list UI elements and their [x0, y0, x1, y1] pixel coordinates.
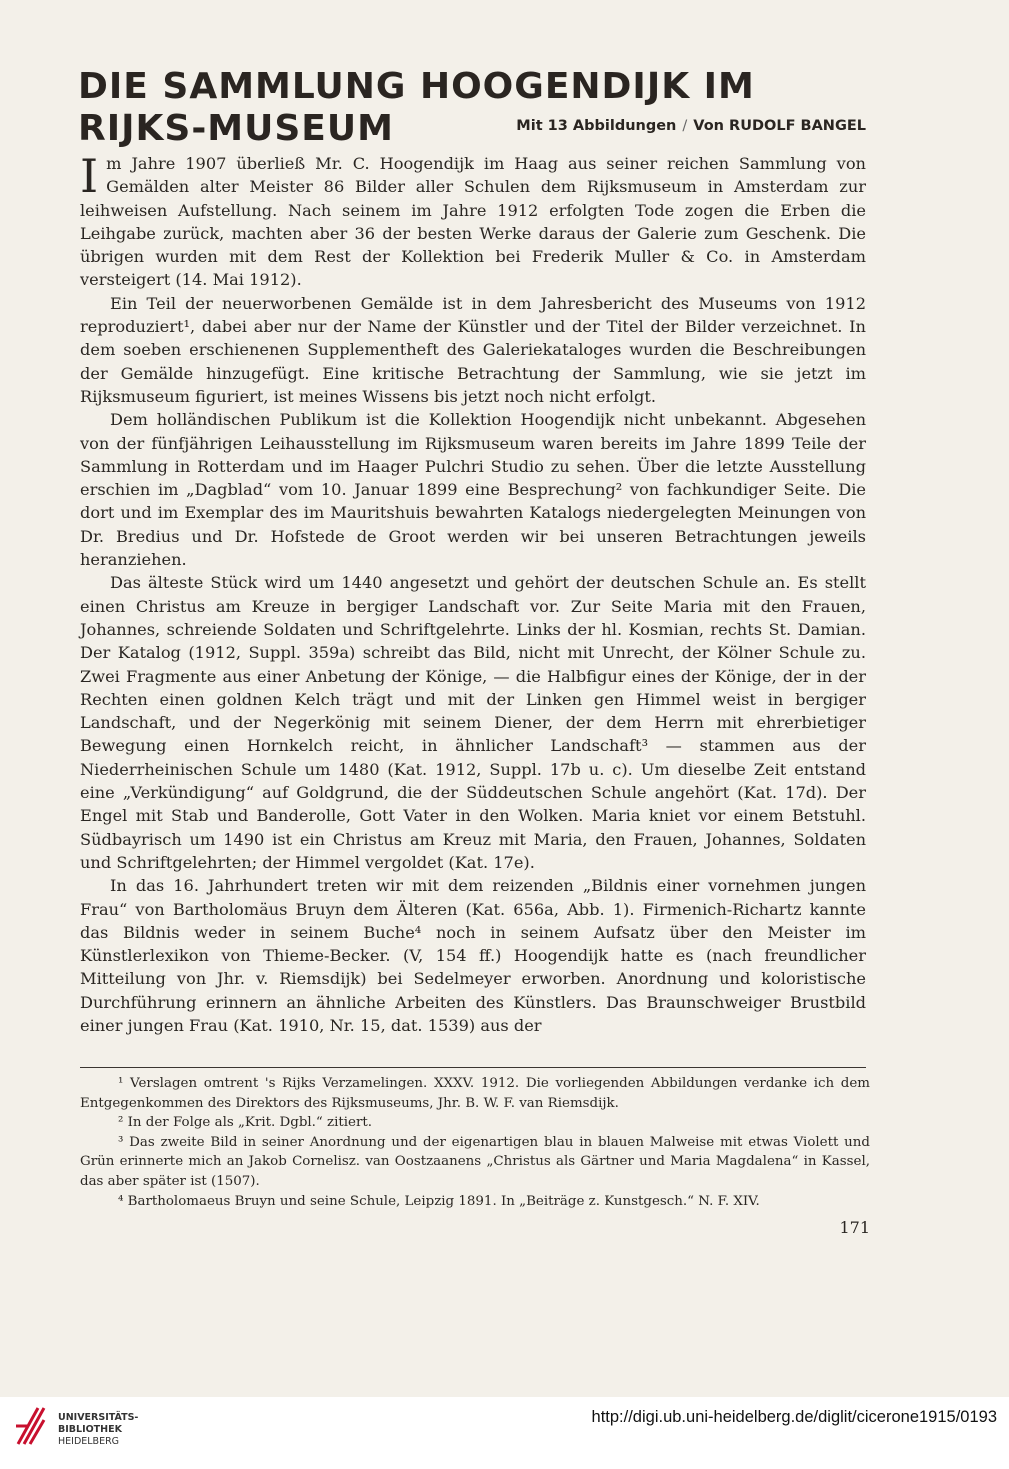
- footnote: ³ Das zweite Bild in seiner Anordnung und der eigenartigen blau in blauen Malweise mit etwas Violett und Grün erinnerte mich an Jakob Cornelisz. van Oostzaanens „Christus als Gärtner und Maria Magdalena“ in Kassel, das aber später ist (1507).: [80, 1134, 870, 1189]
- library-name-line: UNIVERSITÄTS-: [58, 1412, 139, 1423]
- body-paragraph: In das 16. Jahrhundert treten wir mit dem reizenden „Bildnis einer vornehmen jungen Frau“ von Bartholomäus Bruyn dem Älteren (Kat. 656a, Abb. 1). Firmenich-Richartz kannte das Bildnis weder in seinem Buche⁴ noch in seinem Aufsatz über den Meister im Künstlerlexikon von Thieme-Becker. (V, 154 ff.) Hoogendijk hatte es (nach freundlicher Mitteilung von Jhr. v. Riemsdijk) bei Sedelmeyer erworben. Anordnung und koloristische Durchführung erinnern an ähnliche Arbeiten des Künstlers. Das Braunschweiger Brustbild einer jungen Frau (Kat. 1910, Nr. 15, dat. 1539) aus der: [80, 876, 866, 1035]
- drop-cap: I: [80, 149, 99, 203]
- footnote: ¹ Verslagen omtrent 's Rijks Verzamelingen. XXXV. 1912. Die vorliegenden Abbildungen verdanke ich dem Entgegenkommen des Direktors des Rijksmuseums, Jhr. B. W. F. van Riemsdijk.: [80, 1076, 870, 1111]
- body-paragraph: Das älteste Stück wird um 1440 angesetzt und gehört der deutschen Schule an. Es stellt einen Christus am Kreuze in bergiger Landschaft vor. Zur Seite Maria mit den Frauen, Johannes, schreiende Soldaten und Schriftgelehrte. Links der hl. Kosmian, rechts St. Damian. Der Katalog (1912, Suppl. 359a) schreibt das Bild, nicht mit Unrecht, der Kölner Schule zu. Zwei Fragmente aus einer Anbetung der Könige, — die Halbfigur eines der Könige, der in der Rechten einen goldnen Kelch trägt und mit der Linken gen Himmel weist in bergiger Landschaft, und der Negerkönig mit seinem Diener, der dem Herrn mit ehrerbietiger Bewegung einen Hornkelch reicht, in ähnlicher Landschaft³ — stammen aus der Niederrheinischen Schule um 1480 (Kat. 1912, Suppl. 17b u. c). Um dieselbe Zeit entstand eine „Verkündigung“ auf Goldgrund, die der Süddeutschen Schule angehört (Kat. 17d). Der Engel mit Stab und Banderolle, Gott Vater in den Wolken. Maria kniet vor einem Betstuhl. Südbayrisch um 1490 ist ein Christus am Kreuz mit Maria, den Frauen, Johannes, Soldaten und Schriftgelehrten; der Himmel vergoldet (Kat. 17e).: [80, 573, 866, 872]
- footnote: ⁴ Bartholomaeus Bruyn und seine Schule, Leipzig 1891. In „Beiträge z. Kunstgesch.“ N. F. XIV.: [118, 1193, 760, 1209]
- article-byline: [436, 118, 866, 134]
- footnote-divider: [80, 1067, 866, 1068]
- body-paragraph: [80, 149, 866, 292]
- body-paragraph: Ein Teil der neuerworbenen Gemälde ist in dem Jahresbericht des Museums von 1912 reproduziert¹, dabei aber nur der Name der Künstler und der Titel der Bilder verzeichnet. In dem soeben erschienenen Supplementheft des Galeriekataloges wurden die Beschreibungen der Gemälde hinzugefügt. Eine kritische Betrachtung der Sammlung, wie sie jetzt im Rijksmuseum figuriert, ist meines Wissens bis jetzt noch nicht erfolgt.: [80, 293, 866, 406]
- paragraph-text: m Jahre 1907 überließ Mr. C. Hoogendijk im Haag aus seiner reichen Sammlung von Gemälden alter Meister 86 Bilder aller Schulen dem Rijksmuseum in Amsterdam zur leihweisen Aufstellung. Nach seinem im Jahre 1912 erfolgten Tode zogen die Erben die Leihgabe zurück, machten aber 36 der besten Werke daraus der Galerie zum Geschenk. Die übrigen wurden mit dem Rest der Kollektion bei Frederik Muller & Co. in Amsterdam versteigert (14. Mai 1912).: [80, 154, 866, 290]
- page-number: 171: [839, 1218, 870, 1237]
- body-paragraph: Dem holländischen Publikum ist die Kollektion Hoogendijk nicht unbekannt. Abgesehen von der fünfjährigen Leihausstellung im Rijksmuseum waren bereits im Jahre 1899 Teile der Sammlung in Rotterdam und im Haager Pulchri Studio zu sehen. Über die letzte Ausstellung erschien im „Dagblad“ vom 10. Januar 1899 eine Besprechung² von fachkundiger Seite. Die dort und im Exemplar des im Mauritshuis bewahrten Katalogs niedergelegten Meinungen von Dr. Bredius und Dr. Hofstede de Groot werden wir bei unseren Betrachtungen jeweils heranziehen.: [80, 410, 866, 570]
- library-logo-icon: [14, 1404, 48, 1448]
- library-name-line: HEIDELBERG: [58, 1436, 120, 1447]
- permalink-url[interactable]: http://digi.ub.uni-heidelberg.de/diglit/cicerone1915/0193: [591, 1408, 997, 1426]
- article-title: DIE SAMMLUNG HOOGENDIJK IM RIJKS-MUSEUM: [78, 66, 755, 149]
- article-body: [80, 149, 866, 1037]
- library-name-line: BIBLIOTHEK: [58, 1424, 122, 1435]
- illustration-count: Mit 13 Abbildungen: [516, 118, 677, 134]
- library-name: [58, 1412, 138, 1448]
- footnote: ² In der Folge als „Krit. Dgbl.“ zitiert.: [118, 1115, 373, 1131]
- author-name: Von RUDOLF BANGEL: [693, 118, 866, 134]
- footnotes: [80, 1074, 870, 1211]
- byline-separator: /: [682, 118, 688, 134]
